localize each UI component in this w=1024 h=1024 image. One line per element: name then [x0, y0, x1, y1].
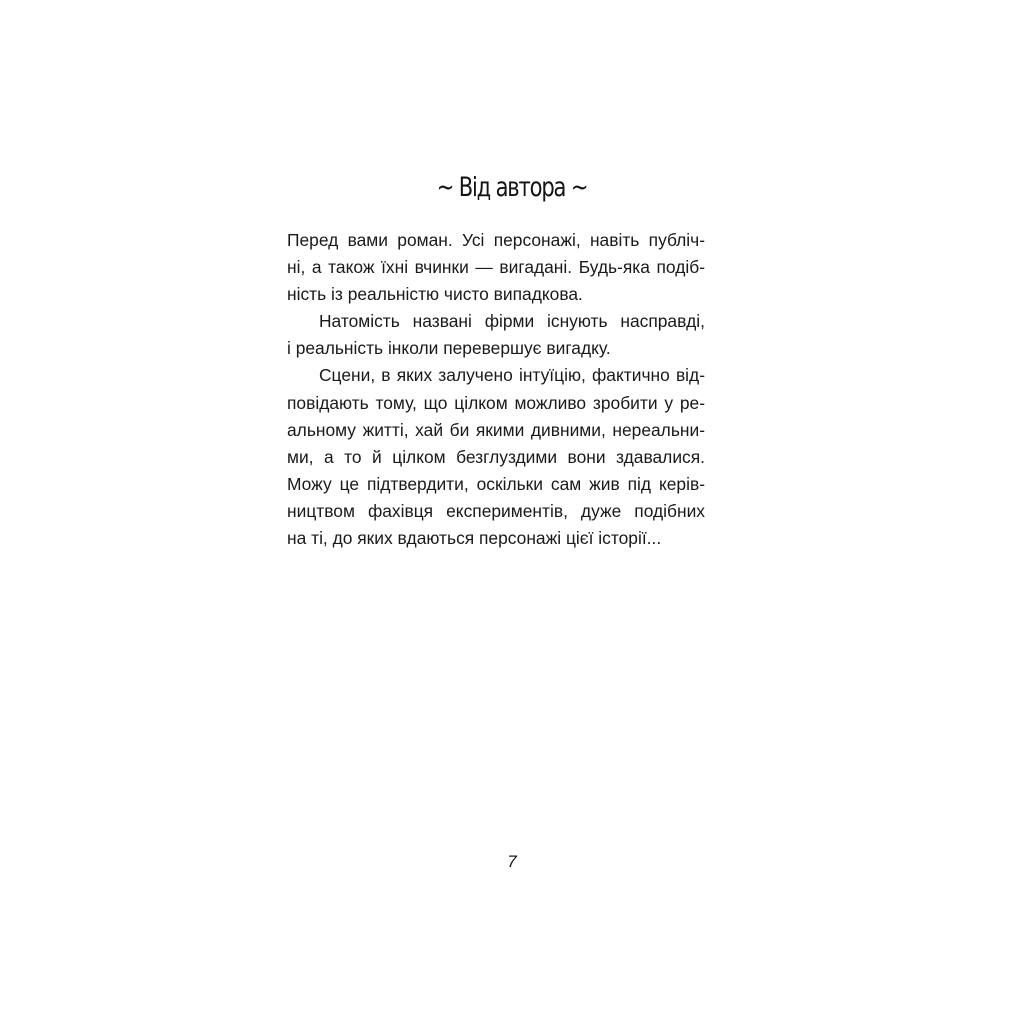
text-line: ні, а також їхні вчинки — вигадані. Будь-яка подіб- — [287, 257, 705, 278]
text-line: Перед вами роман. Усі персонажі, навіть публіч- — [287, 230, 705, 250]
page-number: 7 — [507, 852, 517, 871]
text-line: ність із реальністю чисто випадкова. — [287, 284, 583, 305]
text-line: Сцени, в яких залучено інтуїцію, фактично від- — [319, 365, 705, 386]
text-line: і реальність інколи перевершує вигадку. — [287, 338, 611, 359]
chapter-heading: ~ Від автора ~ — [436, 172, 588, 203]
text-line: альному житті, хай би якими дивними, нереальни- — [287, 419, 705, 440]
body-text — [287, 227, 705, 552]
text-line: ництвом фахівця експериментів, дуже подібних — [287, 500, 705, 521]
text-line: на ті, до яких вдаються персонажі цієї історії... — [287, 528, 662, 549]
text-line: Можу це підтвердити, оскільки сам жив під керів- — [287, 473, 705, 494]
text-line: Натомість названі фірми існують насправді, — [319, 311, 705, 332]
text-line: повідають тому, що цілком можливо зробити у ре- — [287, 392, 705, 413]
text-line: ми, а то й цілком безглуздими вони здавалися. — [287, 446, 705, 467]
